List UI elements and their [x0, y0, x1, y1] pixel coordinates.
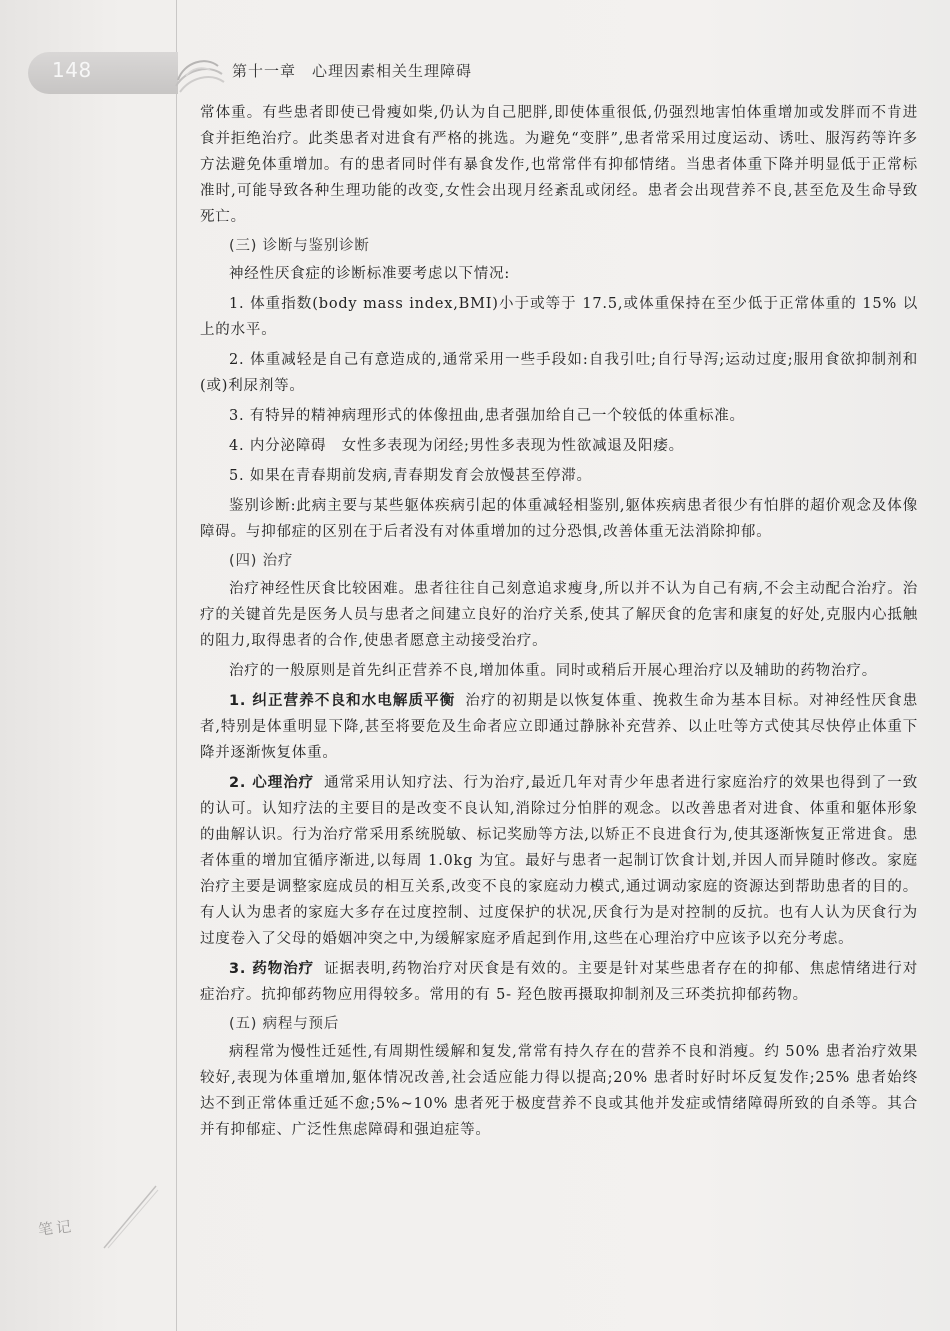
diagnosis-criterion-4: 4. 内分泌障碍 女性多表现为闭经;男性多表现为性欲减退及阳痿。: [229, 438, 684, 454]
treatment-item-2-title: 2. 心理治疗: [229, 775, 315, 791]
paragraph-treatment-2: 治疗的一般原则是首先纠正营养不良,增加体重。同时或稍后开展心理治疗以及辅助的药物治疗。: [229, 663, 878, 679]
diagnosis-criterion-2: 2. 体重减轻是自己有意造成的,通常采用一些手段如:自我引吐;自行导泻;运动过度;服用食欲抑制剂和(或)利尿剂等。: [200, 352, 918, 394]
chapter-title: 第十一章 心理因素相关生理障碍: [232, 62, 473, 80]
treatment-item-3: [200, 956, 918, 1008]
treatment-item-1-title: 1. 纠正营养不良和水电解质平衡: [229, 693, 456, 709]
section-heading-treatment: (四) 治疗: [229, 553, 294, 569]
paragraph-treatment-1: 治疗神经性厌食比较困难。患者往往自己刻意追求瘦身,所以并不认为自己有病,不会主动配合治疗。治疗的关键首先是医务人员与患者之间建立良好的治疗关系,使其了解厌食的危害和康复的好处,克服内心抵触的阻力,取得患者的合作,使患者愿意主动接受治疗。: [200, 581, 918, 649]
margin-divider: [176, 0, 177, 1331]
paragraph-prognosis: 病程常为慢性迁延性,有周期性缓解和复发,常常有持久存在的营养不良和消瘦。约 50% 患者治疗效果较好,表现为体重增加,躯体情况改善,社会适应能力得以提高;20% 患者时好时坏反复发作;25% 患者始终达不到正常体重迁延不愈;5%~10% 患者死于极度营养不良或其他并发症或情绪障碍所致的自杀等。其合并有抑郁症、广泛性焦虑障碍和强迫症等。: [200, 1044, 918, 1138]
treatment-item-3-title: 3. 药物治疗: [229, 961, 315, 977]
paragraph-differential: 鉴别诊断:此病主要与某些躯体疾病引起的体重减轻相鉴别,躯体疾病患者很少有怕胖的超价观念及体像障碍。与抑郁症的区别在于后者没有对体重增加的过分恐惧,改善体重无法消除抑郁。: [200, 498, 918, 540]
treatment-item-2-text: 通常采用认知疗法、行为治疗,最近几年对青少年患者进行家庭治疗的效果也得到了一致的认可。认知疗法的主要目的是改变不良认知,消除过分怕胖的观念。以改善患者对进食、体重和躯体形象的曲解认识。行为治疗常采用系统脱敏、标记奖励等方法,以矫正不良进食行为,使其逐渐恢复正常进食。患者体重的增加宜循序渐进,以每周 1.0kg 为宜。最好与患者一起制订饮食计划,并因人而异随时修改。家庭治疗主要是调整家庭成员的相互关系,改变不良的家庭动力模式,通过调动家庭的资源达到帮助患者的目的。有人认为患者的家庭大多存在过度控制、过度保护的状况,厌食行为是对控制的反抗。也有人认为厌食行为过度卷入了父母的婚姻冲突之中,为缓解家庭矛盾起到作用,这些在心理治疗中应该予以充分考虑。: [200, 775, 918, 947]
paragraph-intro: 常体重。有些患者即使已骨瘦如柴,仍认为自己肥胖,即使体重很低,仍强烈地害怕体重增加或发胖而不肯进食并拒绝治疗。此类患者对进食有严格的挑选。为避免“变胖”,患者常采用过度运动、诱吐、服泻药等许多方法避免体重增加。有的患者同时伴有暴食发作,也常常伴有抑郁情绪。当患者体重下降并明显低于正常标准时,可能导致各种生理功能的改变,女性会出现月经紊乱或闭经。患者会出现营养不良,甚至危及生命导致死亡。: [200, 105, 918, 225]
treatment-item-3-text: 证据表明,药物治疗对厌食是有效的。主要是针对某些患者存在的抑郁、焦虑情绪进行对症治疗。抗抑郁药物应用得较多。常用的有 5- 羟色胺再摄取抑制剂及三环类抗抑郁药物。: [200, 961, 918, 1003]
section-heading-prognosis: (五) 病程与预后: [229, 1016, 340, 1032]
main-text: [200, 100, 918, 1147]
treatment-item-2: [200, 770, 918, 952]
treatment-item-1-text: 治疗的初期是以恢复体重、挽救生命为基本目标。对神经性厌食患者,特别是体重明显下降,甚至将要危及生命者应立即通过静脉补充营养、以止吐等方式使其尽快停止体重下降并逐渐恢复体重。: [200, 693, 918, 761]
notes-margin-label: 笔记: [37, 1217, 75, 1239]
page-number: 148: [52, 58, 92, 82]
swirl-decoration-icon: [172, 50, 228, 98]
paragraph-diagnosis-intro: 神经性厌食症的诊断标准要考虑以下情况:: [229, 266, 511, 282]
page-number-tab: [28, 52, 178, 94]
diagnosis-criterion-5: 5. 如果在青春期前发病,青春期发育会放慢甚至停滞。: [229, 468, 592, 484]
diagnosis-criterion-3: 3. 有特异的精神病理形式的体像扭曲,患者强加给自己一个较低的体重标准。: [229, 408, 745, 424]
diagnosis-criterion-1: 1. 体重指数(body mass index,BMI)小于或等于 17.5,或体重保持在至少低于正常体重的 15% 以上的水平。: [200, 296, 918, 338]
notes-pen-line-icon: [100, 1182, 160, 1252]
section-heading-diagnosis: (三) 诊断与鉴别诊断: [229, 238, 370, 254]
treatment-item-1: [200, 688, 918, 766]
